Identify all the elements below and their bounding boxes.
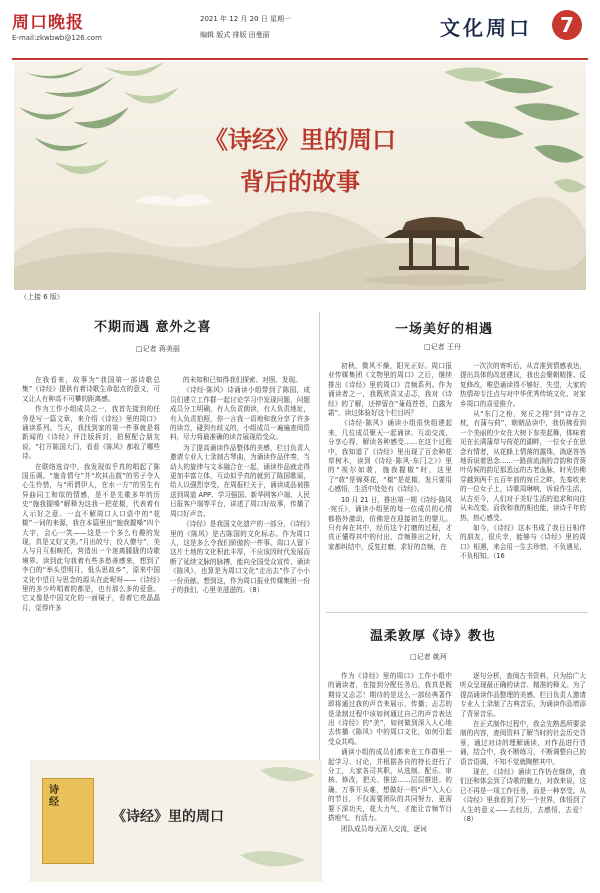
paragraph: 逐句分析，查阅古书资料，只为给广大听众呈现最正确的读音、精准的释义。为了提高诵读作品整理的美感，栏目负责人邀请专业人士录制了古典音乐，为诵读作品增添了背景音乐。 bbox=[460, 672, 586, 718]
paragraph: 一次次的寄听后，从音准到情感表达，提出具体的改进建议，我也会聚朝精推、反复修改，唯恐诵读得不够好、失望，大家的热情却专注点与对中华优秀传统文化、对家乡周口的喜爱推介。 bbox=[460, 362, 586, 408]
article1-byline: □记者 蒋美丽 bbox=[136, 345, 180, 353]
paragraph: 团队成员每天深入交流，逐词 bbox=[341, 824, 427, 833]
paragraph: 在正式制作过程中，我会先熟悉所要录制的内容，查阅资料了解当时的社会历史背景，通过对诗的理解诵读，对作品进行背诵，结合中，我不断练习，不断调整自己的语音语调，不知不觉就陶醉其中。 bbox=[460, 720, 586, 766]
paragraph: 从“东门之枌，宛丘之栩”到“诗存之枕，有蒲与荷”，朝朝品读中，我仿佛看到一个美丽的少女在大树下参差起舞，体味着见在长满蒲草与荷花的湖畔，一位女子在思念有情者，从花蜂上情落的露珠，淌逐答答地诉说着思念……一路前流淌的音韵和青葵叶侍候的韵足那悉远的古老血脉，时光仿佛穿越到两千五百年前的宛丘之畔，先秦吹来的一位女子上，诗歌周琳响，诉说作生活，从古至今，人们对于美好生活的追求和向往从未改变。而我和我的相也能，读诗千年的热，热心感受。 bbox=[460, 410, 586, 522]
book-cover-title: 诗经 bbox=[49, 785, 59, 808]
feature-banner bbox=[14, 62, 586, 290]
article1-headline: 不期而遇 意外之喜 bbox=[94, 320, 212, 335]
newspaper-logo: 周口晚报 bbox=[12, 13, 84, 33]
book-caption: 《诗经》里的周口 bbox=[112, 809, 224, 825]
paragraph: 如今，《诗经》这本书成了我日日相伴的朋友，很庆幸，能够与《诗经》里的周口》相遇，来会用一生去珍惜，不负遇见，不负相知。（16 bbox=[460, 523, 586, 561]
paragraph: 在我看来，故事为“我国第一部诗歌总集”《诗经》提供有着诗歌生命起点的意义，可又让人有种高不可攀的距离感。 bbox=[22, 376, 160, 403]
article2-column1 bbox=[328, 362, 452, 602]
paragraph: 《诗经·陈风》诵读小组很快组建起来，几位成员聚天一起诵读、互动交流，分享心得，解读各种感受……在这个过程中，我知道了《诗经》里出现了百余种花草树木，读到《诗经·陈风·东门之》》里的“视尔如荍，施我握椒”时，这里了“荍”是锦葵花，“椒”是花椒，发只要用心感悟，生活中处处有《诗经》。 bbox=[328, 419, 452, 494]
article2-column2 bbox=[460, 362, 586, 602]
article1-column2 bbox=[170, 376, 310, 748]
paragraph: 为了提高诵读作品整体的美感，栏目负责人邀请专业人士录制古琴曲，为诵读作品伴奏，当动人的旋律与文本融合在一起，诵读作品就走得更加丰富立体，互动似乎真的就到了陈国歌谣，给人以强烈享受。在周报栏关于，诵读成品被推送到周道 APP、学习强国、新华网客户端、人民日报客户端等平台，讲述了周口好故事，传播了周口好声音。 bbox=[170, 443, 310, 518]
paragraph: 初秋，微风不燥，阳光正好。周口报业传媒集团《文物里的周口》之后，继续推出《诗经》里的周口》音频系列。作为诵读者之一，我既欣喜又忐忑，我对《诗经》的了解，还停留在“蒹葭苍苍，白露为霜”，读过体验好这个栏目吗？ bbox=[328, 362, 452, 418]
article3-column1 bbox=[328, 672, 452, 884]
article3-byline: □记者 姚珂 bbox=[410, 653, 447, 661]
continued-note: （上接 6 版） bbox=[20, 293, 64, 301]
paragraph: 诵读小组的成员们都来在工作群里一起学习、讨论，并根据各自的特长进行了分工，大家各司其职，从选制、配乐、审核、修改，把关、推送……层层推进。的确，万事开头难，想做好一档“声”入人心的节目，不仅需要团队的共同努力，更需要下深功夫，花大力气，才能让音频节目搭地气、有活力。 bbox=[328, 748, 452, 823]
paragraph: 作为《诗经》里的周口》工作小组中的诵读者，在接到分配任务后，我真是既期待又忐忑！期待的是这么一部经典著作即将通过我的声音来展示、传播；忐忑的是录制过程中该如何通过自己的声音表达出《诗经》的“美”，如何做到深入人心地去传播《陈风》中的周口文化，如何引起受众共鸣。 bbox=[328, 672, 452, 746]
masthead-rule bbox=[12, 58, 588, 60]
paragraph: 的未知和已知得我们探索、对照、发现。 bbox=[183, 376, 302, 384]
section-divider bbox=[326, 612, 588, 613]
paragraph: 10 月 21 日，推出第一期《诗经·陈风·宛丘》，诵读小组里的每一位成员的心情都格外激动，仿佛是在迎接初生的婴儿。只有奔在其中，经历这个打磨的过程，才真正懂得其中的付出，音频推出之时，大家都纠结中，反复打磨，求好的音频，在 bbox=[328, 495, 452, 551]
book-illustration bbox=[30, 760, 322, 882]
editors-line: 编辑 版式 排版 田曼丽 bbox=[200, 31, 270, 39]
article1-column1 bbox=[22, 376, 160, 748]
banner-title-line1: 《诗经》里的周口 bbox=[204, 125, 396, 154]
masthead bbox=[0, 0, 600, 62]
article3-headline: 温柔敦厚《诗》教也 bbox=[370, 629, 497, 644]
article2-byline: □记者 王丹 bbox=[424, 343, 461, 351]
issue-date: 2021 年 12 月 20 日 星期一 bbox=[200, 15, 291, 23]
banner-title-line2: 背后的故事 bbox=[240, 167, 360, 196]
paragraph: 作为工作小组成员之一，我首先接到的任务是写一篇文章，来介绍《诗经》里的周口》诵读系列。当天，我找到家的第一件事就是将新闻的《诗经》评注版拆封，拍照配合朋友说，“打开陈国大门，看看《陈风》都收了哪些诗。 bbox=[22, 405, 160, 461]
paragraph: 《诗经》是我国文化遗产的一部分，《诗经》里的《陈风》是古陈国的文化标志。作为周口人，这是多么令我们骄傲的一件事。周口人留下这片土地的文化积此丰厚，不应该因时代发展而断了延续文脉的脉搏，能向全国受众宣传、诵读《陈风》，也算是为周口文化“走出去”作了小小一份贡献。想到这，作为周口报业传媒集团一份子的我们，心里美滋滋的。（8） bbox=[170, 520, 310, 594]
paragraph: 《诗经·陈风》诗诵读小组带到了陈国，成员们建立工作群一起讨论学习中发现问题，问题成员分工明确，有人负责朗读，有人负责地址，有人负责拍照，你一言我一语地和我分享了许多的读音，碰到有歧义的，小组成员一遍遍查阅资料，尽力将最准确的读音展现给受众。 bbox=[170, 386, 310, 442]
paragraph: 在联络选诗中，我发现似乎真的唱起了陈国乐调。“施肯情兮”并“坎其击鼓”的男子令人心生怜惜，与“所谓伊人，在水一方”的男生有异曲同工和似的情感，是不是先歌多年的历史“施我握嗓”解释为这我一把花椒，代表着有人示好之意。一直不解周口人口语中的“花椒”一词的来源，我在本篇里出“施我握嗓”四个大字，会心一笑——这是一个多么有趣的发现，真是又好又美。”月出皎兮，佼人僚兮”，美人与月互相映托，营造出一个迷离朦胧的诗歌境界。读到此句我着有些多愁善感来，想到了李白的“举头望明月，低头思故乡”，原来中国文化中望月与思念的源头在此呢呀——《诗经》里的多少吟唱着的都是，也有那么多的爱意。它又像是中国文化的一面镜子，看着它亮晶晶月，觉得许多 bbox=[22, 462, 160, 612]
section-title: 文化周口 bbox=[440, 16, 532, 40]
book-cover bbox=[42, 778, 94, 864]
article2-headline: 一场美好的相遇 bbox=[395, 322, 494, 337]
page-number-badge: 7 bbox=[552, 10, 582, 40]
paragraph: 现在，《诗经》诵读工作仍在继续，我们还和体会到了诗歌的魅力，对我来说，这已不再是一项工作任务，而是一种享受。从《诗经》里我看到了另一个世界，体悟到了人生的意义——去经历，去感悟，去爱！（8） bbox=[460, 768, 586, 824]
email-address: E-mail:zkwbwb@126.com bbox=[12, 34, 102, 42]
article3-column2 bbox=[460, 672, 586, 884]
